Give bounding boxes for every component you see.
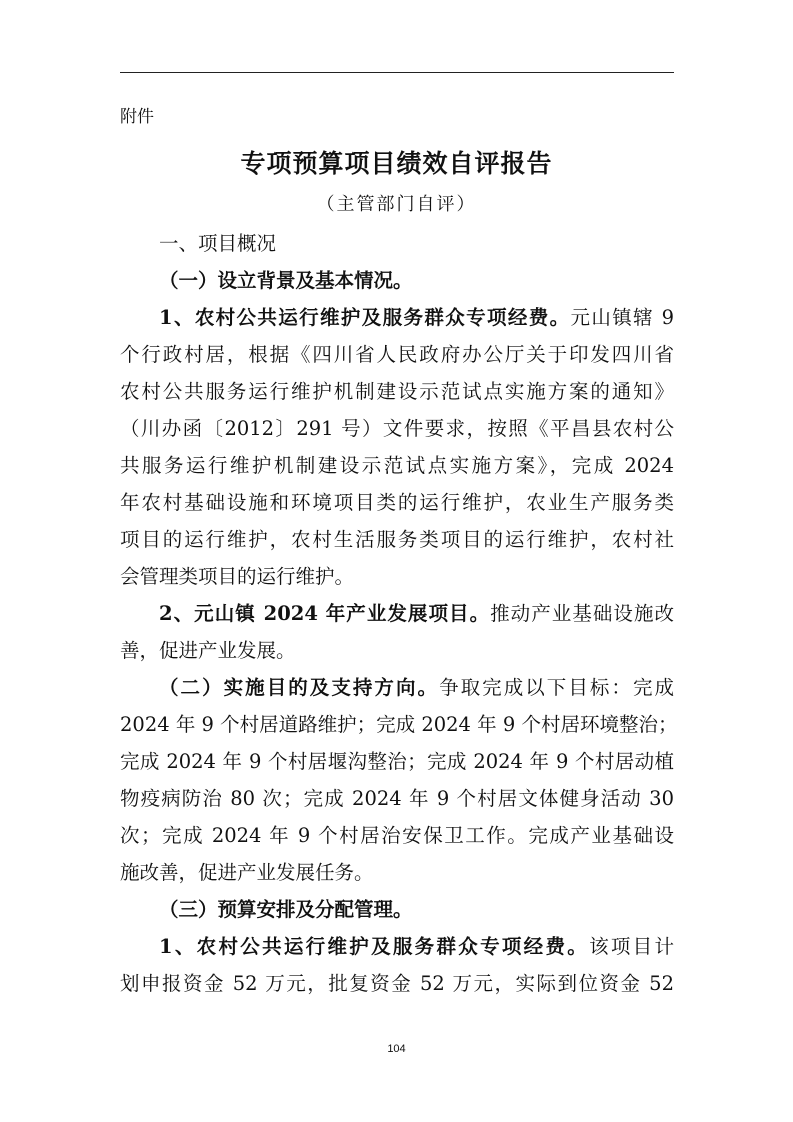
paragraph-objectives	[120, 669, 678, 891]
paragraph-line: 完成 2024 年 9 个村居堰沟整治；完成 2024 年 9 个村居动植	[120, 750, 674, 773]
paragraph-text: 元山镇辖 9	[570, 306, 674, 329]
subsection-heading-text: （一）设立背景及基本情况。	[159, 269, 413, 292]
paragraph-industry-project	[120, 595, 674, 669]
paragraph-line: 物疫病防治 80 次；完成 2024 年 9 个村居文体健身活动 30	[120, 787, 674, 810]
paragraph-line: 会管理类项目的运行维护。	[120, 565, 355, 588]
subsection-heading-budget	[120, 891, 674, 928]
document-subtitle: （主管部门自评）	[316, 194, 477, 215]
paragraph-line	[120, 299, 674, 336]
subsection-heading-background	[120, 262, 674, 299]
paragraph-budget-funds	[120, 928, 674, 1002]
section-heading-text: 一、项目概况	[159, 232, 277, 255]
paragraph-lead: 2、元山镇 2024 年产业发展项目。	[159, 602, 491, 625]
subsection-heading-text: （三）预算安排及分配管理。	[159, 898, 413, 921]
paragraph-line	[120, 928, 674, 965]
paragraph-line	[120, 669, 674, 706]
section-heading-overview	[120, 225, 674, 262]
paragraph-line: 个行政村居，根据《四川省人民政府办公厅关于印发四川省	[120, 343, 674, 366]
paragraph-lead: 1、农村公共运行维护及服务群众专项经费。	[159, 306, 571, 329]
paragraph-lead: （二）实施目的及支持方向。	[159, 676, 440, 699]
paragraph-text: 争取完成以下目标：完成	[439, 676, 674, 699]
paragraph-text: 该项目计	[589, 935, 674, 958]
paragraph-line: 2024 年 9 个村居道路维护；完成 2024 年 9 个村居环境整治；	[120, 713, 678, 736]
paragraph-line: 次；完成 2024 年 9 个村居治安保卫工作。完成产业基础设	[120, 824, 674, 847]
paragraph-rural-maintenance	[120, 299, 674, 595]
paragraph-line: 善，促进产业发展。	[120, 639, 296, 662]
header-rule	[120, 72, 674, 73]
document-title: 专项预算项目绩效自评报告	[240, 149, 553, 178]
paragraph-line: 施改善，促进产业发展任务。	[120, 861, 374, 884]
paragraph-line: 农村公共服务运行维护机制建设示范试点实施方案的通知》	[120, 380, 674, 403]
paragraph-line: （川办函〔2012〕291 号）文件要求，按照《平昌县农村公	[120, 417, 674, 440]
paragraph-text: 推动产业基础设施改	[490, 602, 674, 625]
paragraph-line: 共服务运行维护机制建设示范试点实施方案》，完成 2024	[120, 454, 674, 477]
paragraph-line: 项目的运行维护，农村生活服务类项目的运行维护，农村社	[120, 528, 674, 551]
paragraph-line: 划申报资金 52 万元，批复资金 52 万元，实际到位资金 52	[120, 972, 674, 995]
paragraph-line	[120, 595, 674, 632]
attachment-label: 附件	[120, 107, 154, 127]
paragraph-line: 年农村基础设施和环境项目类的运行维护，农业生产服务类	[120, 491, 674, 514]
page-number: 104	[387, 1043, 406, 1055]
paragraph-lead: 1、农村公共运行维护及服务群众专项经费。	[159, 935, 590, 958]
